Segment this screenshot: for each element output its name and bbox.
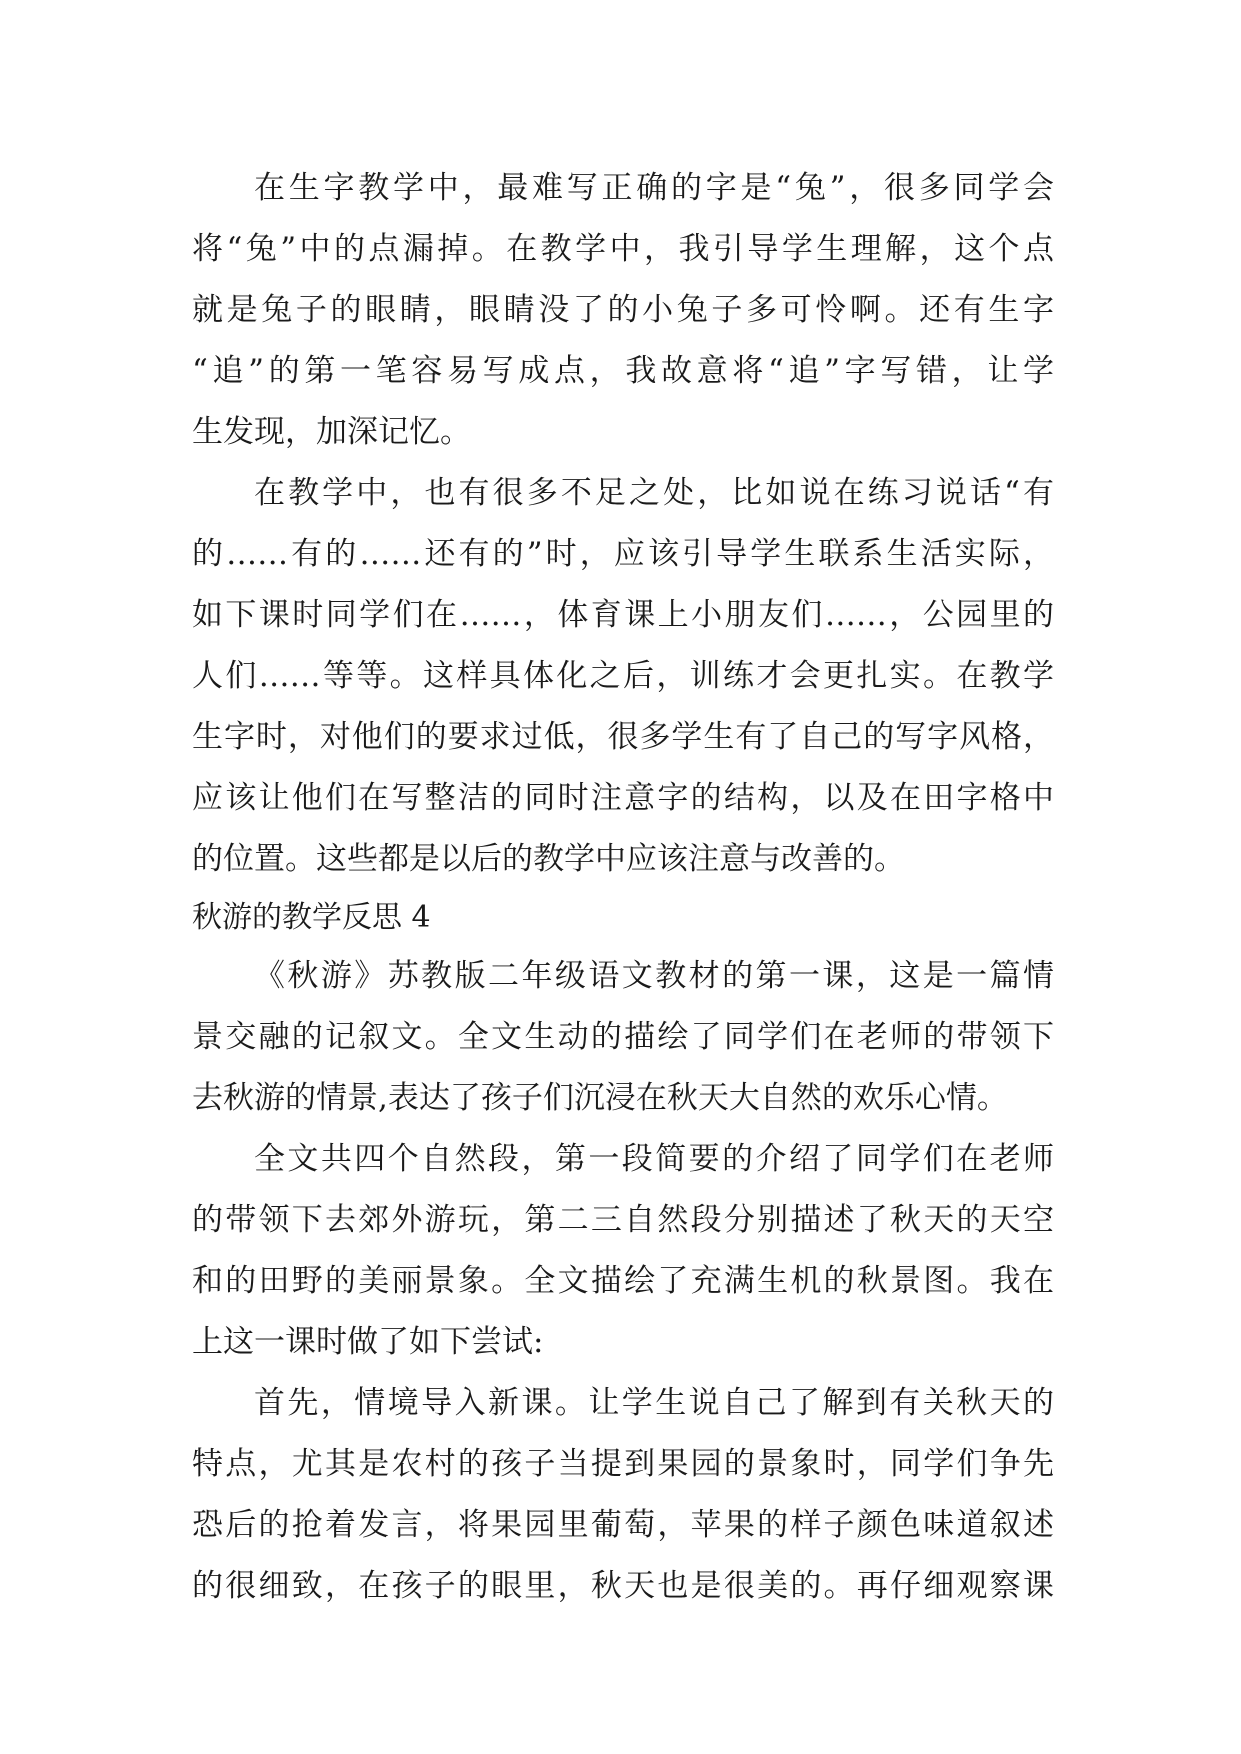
text-line: 《秋游》苏教版二年级语文教材的第一课，这是一篇情	[254, 958, 1054, 994]
text-line: 首先，情境导入新课。让学生说自己了解到有关秋天的	[254, 1385, 1054, 1421]
text-line: 生字时，对他们的要求过低，很多学生有了自己的写字风格，	[192, 719, 1054, 755]
text-line: 和的田野的美丽景象。全文描绘了充满生机的秋景图。我在	[192, 1263, 1054, 1299]
paragraph	[192, 463, 1054, 890]
text-line: 的位置。这些都是以后的教学中应该注意与改善的。	[192, 841, 905, 877]
text-line: 将“兔”中的点漏掉。在教学中，我引导学生理解，这个点	[192, 231, 1054, 267]
paragraph	[192, 1129, 1054, 1373]
paragraph	[192, 158, 1054, 463]
document-body	[192, 158, 1054, 1617]
section-heading: 秋游的教学反思 4	[192, 900, 431, 935]
text-line: 的……有的……还有的”时，应该引导学生联系生活实际，	[192, 536, 1054, 572]
text-line: 上这一课时做了如下尝试:	[192, 1324, 544, 1360]
text-line: 的很细致，在孩子的眼里，秋天也是很美的。再仔细观察课	[192, 1568, 1054, 1604]
text-line: “追”的第一笔容易写成点，我故意将“追”字写错，让学	[192, 353, 1054, 389]
text-line: 恐后的抢着发言，将果园里葡萄，苹果的样子颜色味道叙述	[192, 1507, 1054, 1543]
text-line: 生发现，加深记忆。	[192, 414, 471, 450]
text-line: 在教学中，也有很多不足之处，比如说在练习说话“有	[254, 475, 1054, 511]
paragraph	[192, 946, 1054, 1129]
text-line: 人们……等等。这样具体化之后，训练才会更扎实。在教学	[192, 658, 1054, 694]
text-line: 特点，尤其是农村的孩子当提到果园的景象时，同学们争先	[192, 1446, 1054, 1482]
text-line: 应该让他们在写整洁的同时注意字的结构，以及在田字格中	[192, 780, 1054, 816]
paragraph	[192, 1373, 1054, 1617]
text-line: 在生字教学中，最难写正确的字是“兔”，很多同学会	[254, 170, 1054, 206]
text-line: 就是兔子的眼睛，眼睛没了的小兔子多可怜啊。还有生字	[192, 292, 1054, 328]
text-line: 如下课时同学们在……，体育课上小朋友们……，公园里的	[192, 597, 1054, 633]
text-line: 的带领下去郊外游玩，第二三自然段分别描述了秋天的天空	[192, 1202, 1054, 1238]
text-line: 去秋游的情景,表达了孩子们沉浸在秋天大自然的欢乐心情。	[192, 1080, 1008, 1116]
text-line: 景交融的记叙文。全文生动的描绘了同学们在老师的带领下	[192, 1019, 1054, 1055]
text-line: 全文共四个自然段，第一段简要的介绍了同学们在老师	[254, 1141, 1054, 1177]
